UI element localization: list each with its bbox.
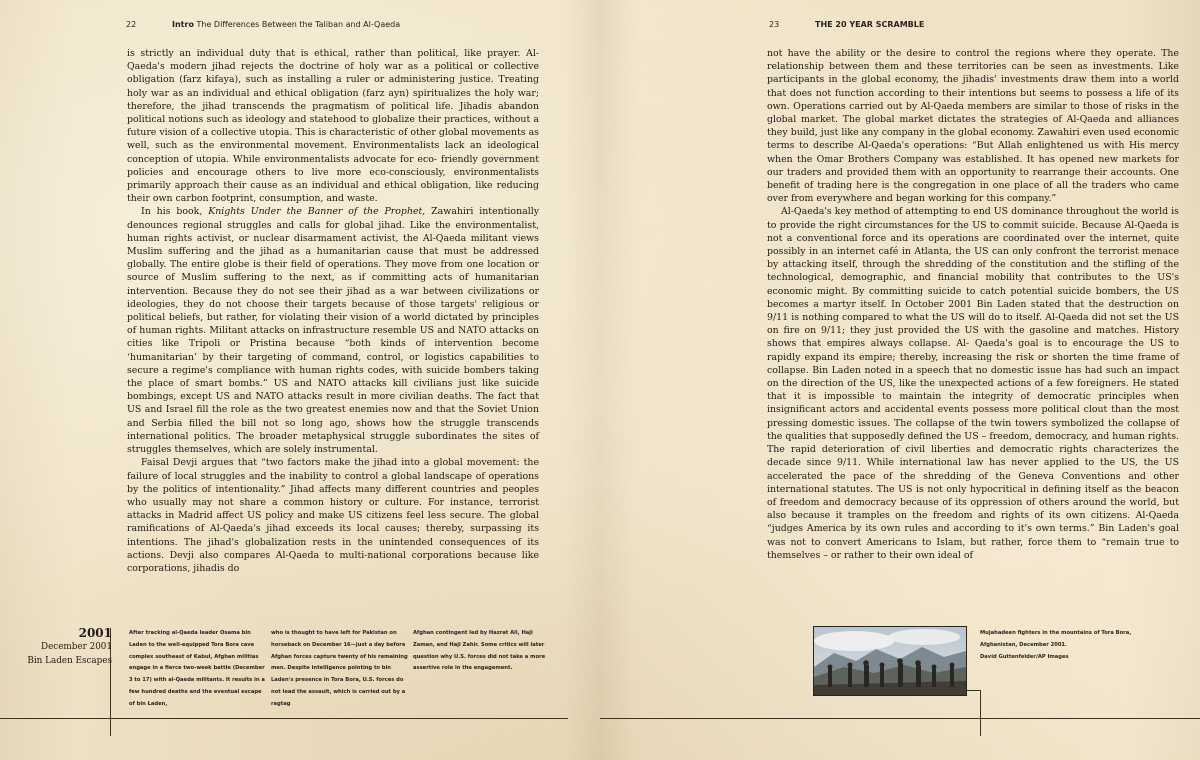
timeline-tick-right (980, 690, 981, 736)
timeline-text-col2: who is thought to have left for Pakistan on horseback on December 16—just a day before Afghan forces capture twenty of his remaining men. Despite intelligence pointing to bin Laden's presence in Tora Bora, U.S. forces do not lead the assault, which is carried out by a ragtag (271, 630, 408, 707)
timeline-date: December 2001 (41, 642, 112, 652)
timeline-event-title: Bin Laden Escapes (27, 656, 112, 666)
left-page-body (127, 47, 539, 575)
photo-illustration (814, 627, 966, 695)
running-header-right (769, 20, 924, 29)
timeline-rule-left (0, 718, 568, 719)
timeline-text-col3: Afghan contingent led by Hazrat Ali, Haji Zaman, and Haji Zahir. Some critics will later question why U.S. forces did not take a more assertive role in the engagement. (413, 630, 546, 672)
paragraph: is strictly an individual duty that is ethical, rather than political, like prayer. Al-Qaeda's modern jihad rejects the doctrine of holy war as a political or collective obligation (farz kifaya), such as installing a ruler or administering justice. Treating holy war as an individual and ethical obligation (farz ayn) spiritualizes the holy war; therefore, the jihad transcends the pragmatism of political life. Jihadis abandon political notions such as ideology and statehood to globalize their practices, without a future vision of a collective utopia. This is characteristic of other global movements as well, such as the environmental movement. Environmentalists lack an ideological conception of utopia. While environmentalists advocate for eco- friendly government policies and encourage others to live more eco-consciously, environmentalists primarily approach their cause as an individual and ethical obligation, like reducing their own carbon footprint, consumption, and waste. (127, 48, 539, 205)
paragraph: Al-Qaeda's key method of attempting to end US dominance throughout the world is to provide the right circumstances for the US to commit suicide. Because Al-Qaeda is not a conventional force and its operations are coordinated over the internet, quite possibly in an internet café in Atlanta, the US can only confront the terrorist menace by attacking itself, through the shredding of the constitution and the stifling of the technological, demographic, and financial mobility that contributes to the US's economic might. By committing suicide to catch potential suicide bombers, the US becomes a martyr itself. In October 2001 Bin Laden stated that the destruction on 9/11 is nothing compared to what the US will do to itself. Al-Qaeda did not set the US on fire on 9/11; they just provided the US with the gasoline and matches. History shows that empires always collapse. Al- Qaeda's goal is to encourage the US to rapidly expand its empire; thereby, increasing the risk or shorten the time frame of collapse. Bin Laden noted in a speech that no domestic issue has had such an impact on the direction of the US, like the unexpected actions of a few foreigners. He stated that it is impossible to maintain the integrity of democratic principles when insignificant actors and accidental events possess more political clout than the most pressing domestic issues. The collapse of the twin towers symbolized the collapse of the qualities that supposedly defined the US – freedom, democracy, and human rights. The rapid deterioration of civil liberties and democratic rights characterizes the decade since 9/11. While international law has never applied to the US, the US accelerated the pace of the shredding of the Geneva Conventions and other international statutes. The US is not only hypocritical in defining itself as the beacon of freedom and democracy because of its oppression of others around the world, but also because it tramples on the freedom and rights of its own citizens. Al-Qaeda “judges America by its own rules and according to it's own terms.” Bin Laden's goal was not to convert Americans to Islam, but rather, force them to “remain true to themselves – or rather to their own ideal of (767, 206, 1179, 561)
page-number-left: 22 (126, 20, 137, 29)
section-label: Intro (172, 20, 194, 29)
book-title-italic: Knights Under the Banner of the Prophet (208, 206, 423, 218)
book-title: THE 20 YEAR SCRAMBLE (815, 20, 925, 29)
paragraph-rest: , Zawahiri intentionally denounces regional struggles and calls for global jihad. Like the environmentalist, human rights activist, or nuclear disarmament activist, the Al-Qaeda militant views Muslim suffering and the jihad as a humanitarian cause that must be addressed globally. The entire globe is their field of operations. They move from one location or source of Muslim suffering to the next, as if committing acts of humanitarian intervention. Because they do not see their jihad as a war between civilizations or ideologies, they do not choose their targets because of those targets' religious or political beliefs, but rather, for violating their vision of a world dictated by principles of human rights. Militant attacks on infrastructure resemble US and NATO attacks on cities like Tripoli or Pristina because “both kinds of intervention become ‘humanitarian’ by their targeting of command, control, or logistics capabilities to secure a regime's compliance with human rights codes, with suicide bombers taking the place of smart bombs.” US and NATO attacks kill civilians just like suicide bombings, except US and NATO attacks result in more civilian deaths. The fact that US and Israel fill the role as the two greatest enemies now and that the Soviet Union and Serbia filled the bill not so long ago, shows how the struggle transcends international politics. The broader metaphysical struggle subordinates the sites of struggles themselves, which are solely instrumental. (127, 206, 539, 456)
paragraph: not have the ability or the desire to control the regions where they operate. The relationship between them and these territories can be seen as investments. Like participants in the global economy, the jihadis' investments draw them into a world that does not function according to their intentions but seems to possess a life of its own. Operations carried out by Al-Qaeda members are similar to those of risks in the global market. The global market dictates the strategies of Al-Qaeda and alliances they build, just like any company in the global economy. Zawahiri even used economic terms to describe Al-Qaeda's operations: “But Allah enlightened us with His mercy when the Omar Brothers Company was established. It has opened new markets for our traders and provided them with an opportunity to rearrange their accounts. One benefit of trading here is the congregation in one place of all the traders who came over from everywhere and began working for this company.” (767, 48, 1179, 205)
timeline-text-col1: After tracking al-Qaeda leader Osama bin Laden to the well-equipped Tora Bora cave complex southeast of Kabul, Afghan militias engage in a fierce two-week battle (December 3 to 17) with al-Qaeda militants. It results in a few hundred deaths and the eventual escape of bin Laden, (129, 630, 265, 707)
caption-text: Mujahadeen fighters in the mountains of Tora Bora, Afghanistan, December 2001. (980, 630, 1132, 648)
chapter-title: The Differences Between the Taliban and Al-Qaeda (196, 20, 401, 29)
timeline-rule-right (600, 718, 1200, 719)
photo-caption (980, 628, 1140, 663)
running-header-left (126, 20, 400, 29)
paragraph: Faisal Devji argues that “two factors make the jihad into a global movement: the failure of local struggles and the inability to control a global landscape of operations by the politics of intentionality.” Jihad affects many different countries and peoples who usually may not share a common history or culture. For instance, terrorist attacks in Madrid affect US policy and make US citizens feel less secure. The global ramifications of Al-Qaeda's jihad exceeds its local causes; thereby, surpassing its intentions. The jihad's globalization rests in the unintended consequences of its actions. Devji also compares Al-Qaeda to multi-national corporations because like corporations, jihadis do (127, 457, 539, 574)
right-page-body (767, 47, 1179, 562)
photo-credit: David Guttenfelder/AP Images (980, 653, 1069, 660)
paragraph-lead: In his book, (141, 206, 209, 218)
photo-connector (965, 690, 981, 691)
page-number-right: 23 (769, 20, 780, 29)
timeline-year: 2001 (78, 626, 112, 640)
paragraph (127, 205, 539, 456)
tora-bora-photo (813, 626, 967, 696)
